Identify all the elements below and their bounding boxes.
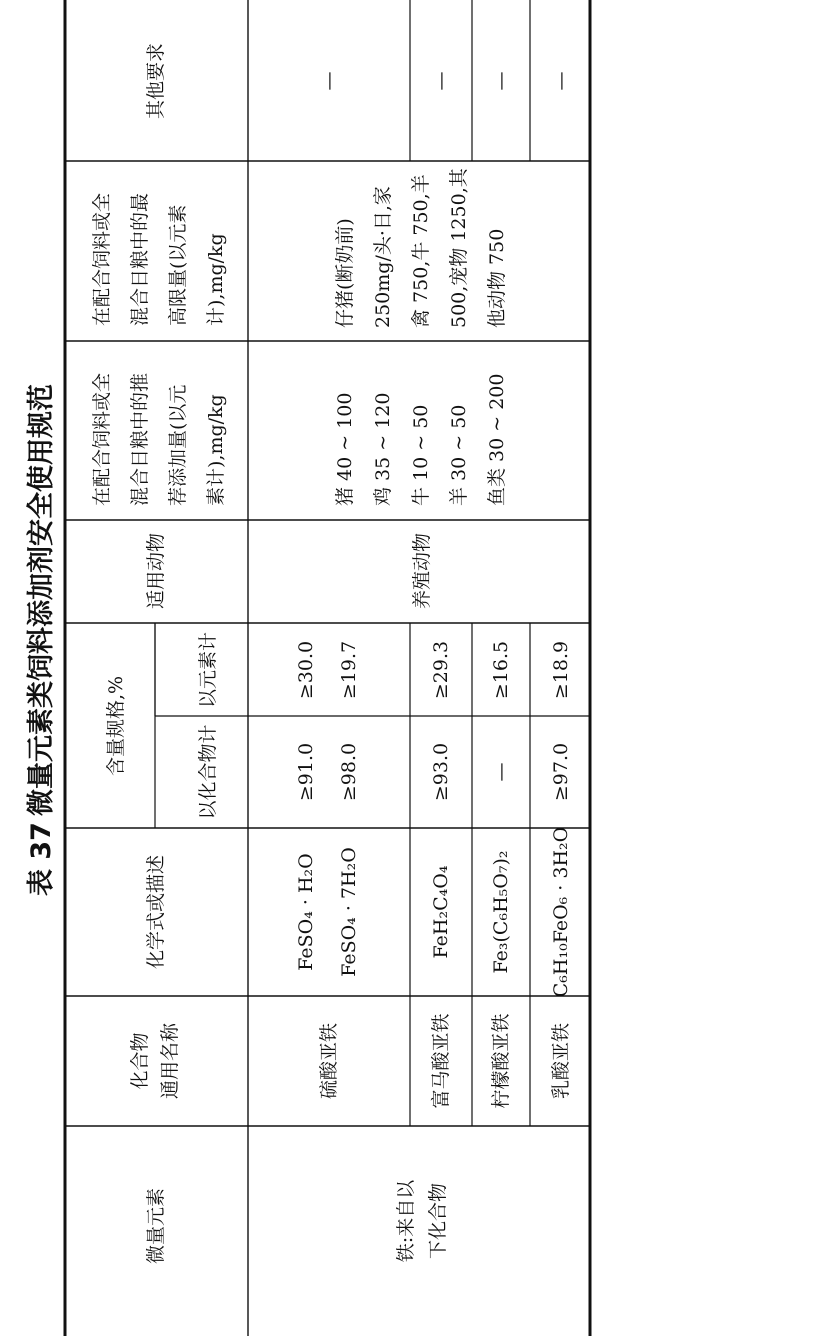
header-recommended-4: 素计),mg/kg xyxy=(205,394,227,506)
formula-row4: C₆H₁₀FeO₆ · 3H₂O xyxy=(550,826,572,998)
recommended-line-5: 鱼类 30 ~ 200 xyxy=(486,373,508,506)
formula-row2: FeH₂C₄O₄ xyxy=(430,865,452,959)
as-element-row3: ≥16.5 xyxy=(490,640,512,700)
compound-name-row1: 硫酸亚铁 xyxy=(318,1022,340,1100)
as-compound-row4: ≥97.0 xyxy=(550,742,572,802)
formula-row1-a: FeSO₄ · H₂O xyxy=(295,853,317,971)
as-compound-row1-b: ≥98.0 xyxy=(338,742,360,802)
element-name-2: 下化合物 xyxy=(427,1182,449,1260)
header-content-spec: 含量规格,% xyxy=(105,675,127,777)
compound-name-row4: 乳酸亚铁 xyxy=(550,1022,572,1100)
as-element-row2: ≥29.3 xyxy=(430,640,452,700)
table-title: 微量元素类饲料添加剂安全使用规范 xyxy=(26,384,57,816)
other-row2: — xyxy=(430,71,452,91)
recommended-line-4: 羊 30 ~ 50 xyxy=(448,404,470,506)
as-element-row1-a: ≥30.0 xyxy=(295,640,317,700)
other-row3: — xyxy=(490,71,512,91)
header-formula: 化学式或描述 xyxy=(145,854,167,970)
header-max-4: 计),mg/kg xyxy=(205,233,227,326)
header-max-2: 混合日粮中的最 xyxy=(129,192,151,326)
header-element: 微量元素 xyxy=(145,1187,167,1265)
formula-row3: Fe₃(C₆H₅O₇)₂ xyxy=(490,850,512,974)
element-name-1: 铁:来自以 xyxy=(395,1179,417,1263)
header-animals: 适用动物 xyxy=(145,532,167,610)
compound-name-row3: 柠檬酸亚铁 xyxy=(490,1013,512,1109)
header-as-element: 以元素计 xyxy=(197,631,219,709)
other-row4: — xyxy=(550,71,572,91)
max-line-2: 250mg/头·日,家 xyxy=(372,186,394,328)
as-compound-row2: ≥93.0 xyxy=(430,742,452,802)
other-row1: — xyxy=(318,71,340,91)
header-max-1: 在配合饲料或全 xyxy=(91,192,113,326)
header-compound-name-1: 化合物 xyxy=(129,1032,151,1090)
header-recommended-3: 荐添加量(以元 xyxy=(167,384,189,506)
max-line-5: 他动物 750 xyxy=(486,228,508,328)
as-compound-row1-a: ≥91.0 xyxy=(295,742,317,802)
header-other: 其他要求 xyxy=(145,42,167,120)
as-element-row4: ≥18.9 xyxy=(550,640,572,700)
formula-row1-b: FeSO₄ · 7H₂O xyxy=(338,847,360,977)
header-compound-name-2: 通用名称 xyxy=(159,1022,181,1100)
compound-name-row2: 富马酸亚铁 xyxy=(430,1013,452,1109)
recommended-line-2: 鸡 35 ~ 120 xyxy=(372,392,394,506)
animals-value: 养殖动物 xyxy=(411,532,433,610)
header-max-3: 高限量(以元素 xyxy=(167,204,189,326)
as-compound-row3: — xyxy=(490,762,512,782)
table-number: 表 37 xyxy=(26,822,57,896)
max-line-4: 500,宠物 1250,其 xyxy=(448,168,470,328)
header-as-compound: 以化合物计 xyxy=(197,724,219,820)
as-element-row1-b: ≥19.7 xyxy=(338,640,360,700)
recommended-line-1: 猪 40 ~ 100 xyxy=(334,392,356,506)
header-recommended-2: 混合日粮中的推 xyxy=(129,372,151,506)
max-line-3: 禽 750,牛 750,羊 xyxy=(410,174,432,328)
recommended-line-3: 牛 10 ~ 50 xyxy=(410,404,432,506)
max-line-1: 仔猪(断奶前) xyxy=(334,218,356,328)
header-recommended-1: 在配合饲料或全 xyxy=(91,372,113,506)
